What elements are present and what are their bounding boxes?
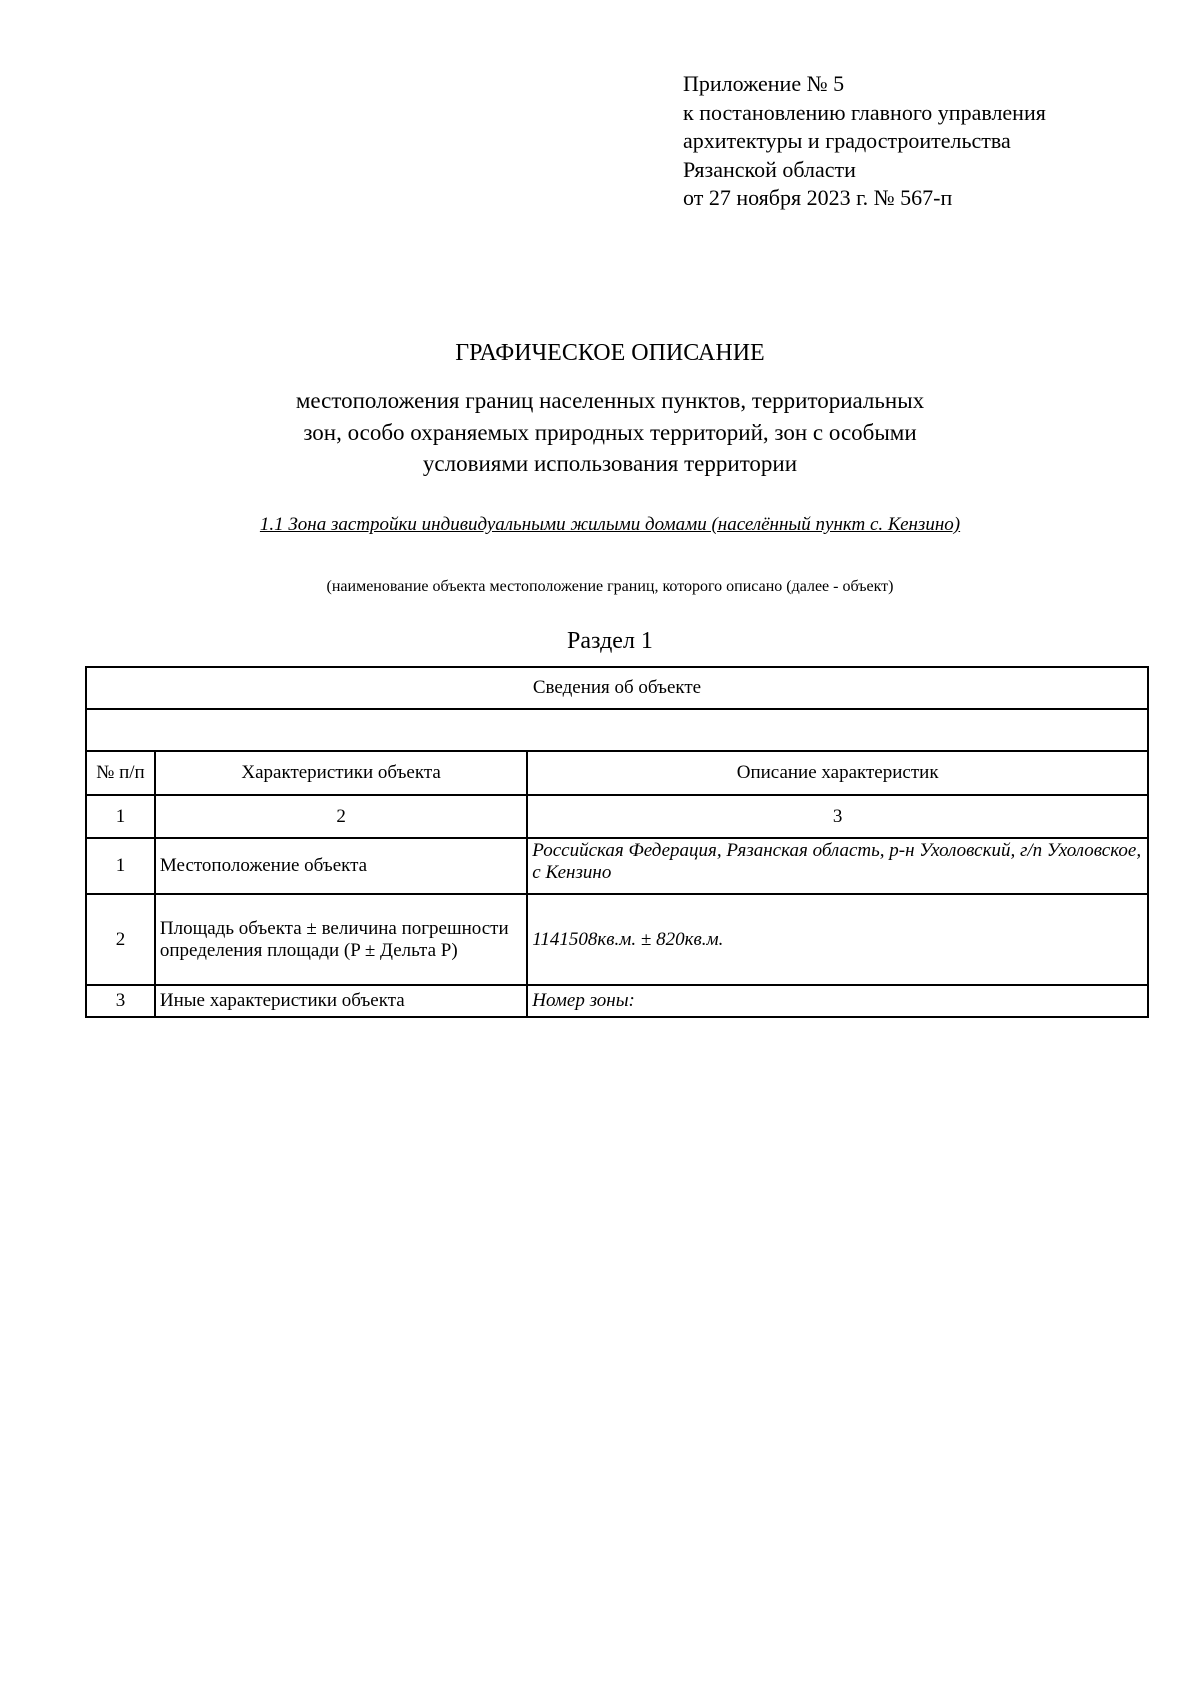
subtitle-line: местоположения границ населенных пунктов, территориальных [295, 388, 925, 413]
subtitle-line: условиями использования территории [422, 451, 798, 476]
appendix-line: архитектуры и градостроительства [683, 128, 1011, 153]
header-description: Описание характеристик [527, 751, 1148, 795]
appendix-line: от 27 ноября 2023 г. № 567-п [683, 185, 953, 210]
row-num: 1 [86, 838, 155, 894]
row-num: 3 [86, 985, 155, 1017]
row-value: Российская Федерация, Рязанская область, р-н Ухоловский, г/п Ухоловское, с Кензино [527, 838, 1148, 894]
appendix-line: Приложение № 5 [683, 71, 845, 96]
column-number: 1 [86, 795, 155, 838]
object-name: 1.1 Зона застройки индивидуальными жилыми домами (населённый пункт с. Кензино) [259, 514, 961, 535]
table-row [86, 894, 1148, 985]
row-name: Иные характеристики объекта [155, 985, 527, 1017]
table-empty-row [86, 709, 1148, 751]
header-num: № п/п [86, 751, 155, 795]
object-info-table [85, 666, 1149, 1018]
table-row [86, 985, 1148, 1017]
appendix-line: к постановлению главного управления [683, 99, 1046, 125]
document-subtitle [0, 385, 1200, 480]
appendix-line: Рязанской области [683, 156, 856, 182]
column-number: 3 [527, 795, 1148, 838]
row-value: 1141508кв.м. ± 820кв.м. [527, 894, 1148, 985]
row-name: Площадь объекта ± величина погрешности определения площади (P ± Дельта P) [155, 894, 527, 985]
table-row [86, 838, 1148, 894]
row-value: Номер зоны: [527, 985, 1148, 1017]
section-title: Раздел 1 [567, 628, 653, 654]
table-caption: Сведения об объекте [86, 667, 1148, 709]
object-name-caption: (наименование объекта местоположение границ, которого описано (далее - объект) [326, 578, 894, 595]
column-number: 2 [155, 795, 527, 838]
header-characteristic: Характеристики объекта [155, 751, 527, 795]
row-num: 2 [86, 894, 155, 985]
subtitle-line: зон, особо охраняемых природных территорий, зон с особыми [303, 419, 917, 445]
appendix-block [683, 70, 1046, 213]
document-title: ГРАФИЧЕСКОЕ ОПИСАНИЕ [455, 340, 765, 366]
row-name: Местоположение объекта [155, 838, 527, 894]
